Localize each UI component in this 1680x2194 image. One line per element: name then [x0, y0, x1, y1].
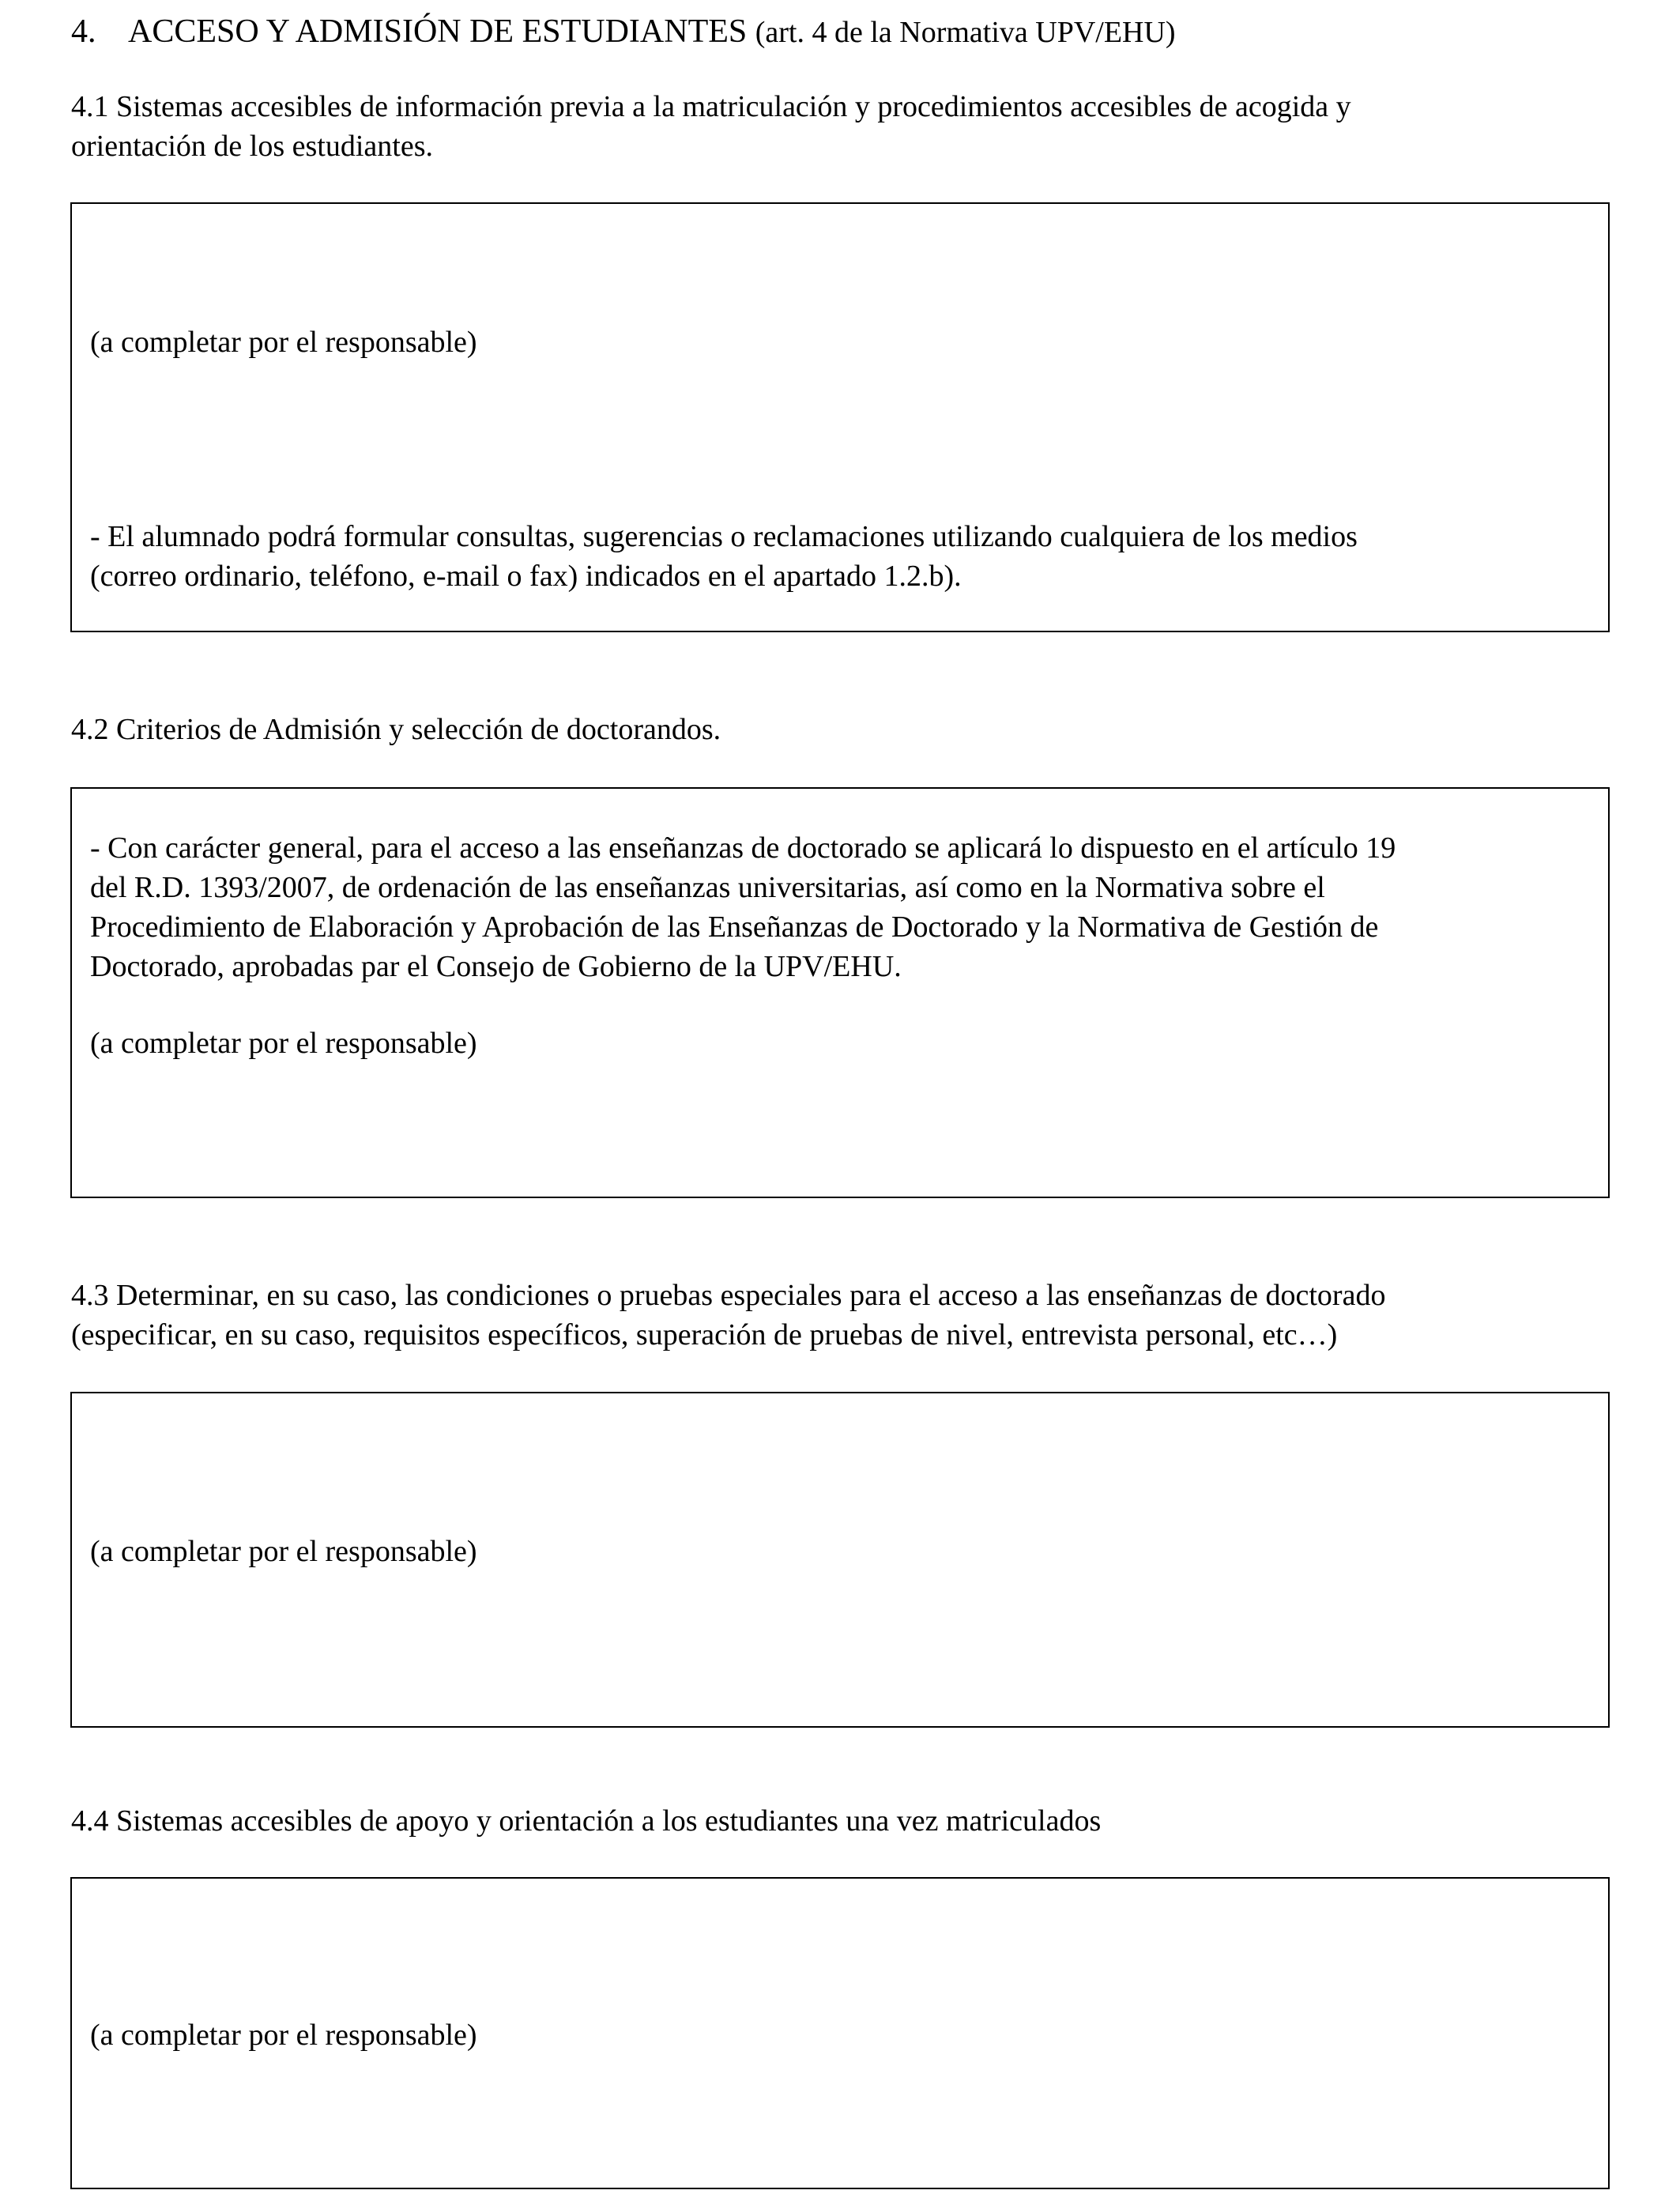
section-4-2-placeholder: (a completar por el responsable): [90, 1027, 477, 1060]
heading-title: ACCESO Y ADMISIÓN DE ESTUDIANTES: [128, 13, 748, 50]
section-4-3-placeholder: (a completar por el responsable): [90, 1535, 477, 1568]
section-4-1-title-line-1: 4.1 Sistemas accesibles de información previa a la matriculación y procedimientos accesibles de acogida y: [71, 90, 1351, 123]
section-4-1-title-line-2: orientación de los estudiantes.: [71, 130, 433, 163]
section-4-2-body-line-1: - Con carácter general, para el acceso a las enseñanzas de doctorado se aplicará lo dispuesto en el artículo 19: [90, 831, 1396, 865]
section-4-1-note-line-2: (correo ordinario, teléfono, e-mail o fax) indicados en el apartado 1.2.b).: [90, 560, 962, 593]
section-4-4-title: 4.4 Sistemas accesibles de apoyo y orientación a los estudiantes una vez matriculados: [71, 1804, 1102, 1838]
section-4-3-title-line-1: 4.3 Determinar, en su caso, las condiciones o pruebas especiales para el acceso a las enseñanzas de doctorado: [71, 1279, 1386, 1312]
section-4-2-response-box[interactable]: [70, 787, 1610, 1198]
section-4-3-title-line-2: (especificar, en su caso, requisitos específicos, superación de pruebas de nivel, entrevista personal, etc…): [71, 1318, 1338, 1351]
page-heading: [71, 8, 1176, 56]
section-4-4-placeholder: (a completar por el responsable): [90, 2019, 477, 2052]
section-4-2-body-line-2: del R.D. 1393/2007, de ordenación de las enseñanzas universitarias, así como en la Normativa sobre el: [90, 871, 1325, 904]
section-4-1-response-box[interactable]: [70, 202, 1610, 632]
heading-number: 4.: [71, 13, 96, 50]
section-4-1-note-line-1: - El alumnado podrá formular consultas, sugerencias o reclamaciones utilizando cualquiera de los medios: [90, 520, 1358, 553]
heading-subtitle: (art. 4 de la Normativa UPV/EHU): [755, 16, 1176, 49]
section-4-1-placeholder: (a completar por el responsable): [90, 326, 477, 359]
section-4-2-body-line-3: Procedimiento de Elaboración y Aprobación de las Enseñanzas de Doctorado y la Normativa de Gestión de: [90, 910, 1379, 944]
section-4-3-response-box[interactable]: [70, 1392, 1610, 1728]
section-4-4-response-box[interactable]: [70, 1877, 1610, 2189]
section-4-2-title: 4.2 Criterios de Admisión y selección de doctorandos.: [71, 713, 721, 746]
section-4-2-body-line-4: Doctorado, aprobadas par el Consejo de Gobierno de la UPV/EHU.: [90, 950, 902, 983]
